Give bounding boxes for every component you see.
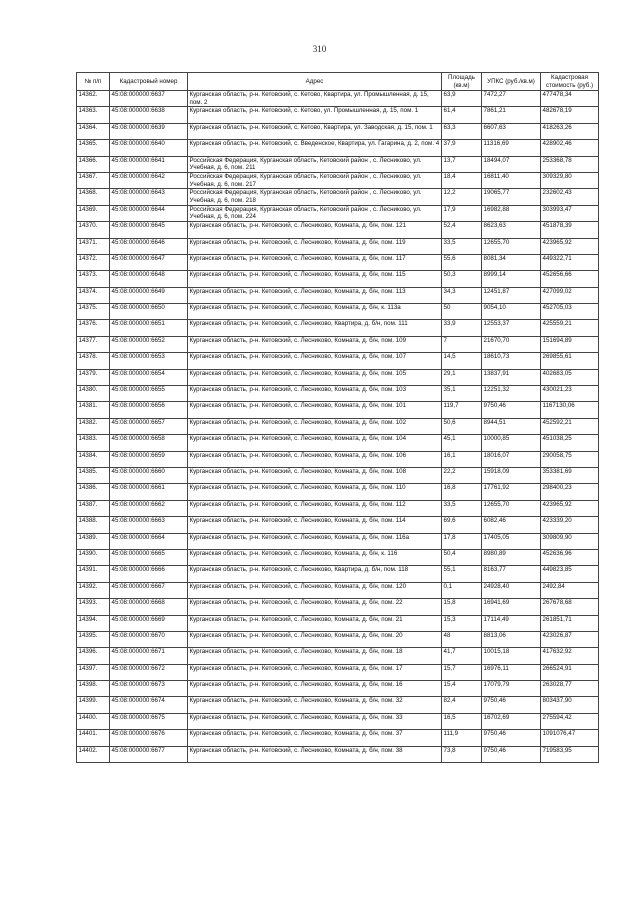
cell-area: 0,1 <box>442 582 482 598</box>
cell-area: 33,5 <box>442 238 482 254</box>
cell-num: 14395. <box>77 631 110 647</box>
cell-num: 14362. <box>77 91 110 107</box>
cell-address: Курганская область, р-н. Кетовский, с. Лесниково, Комната, д. б/н, пом. 112 <box>188 500 442 516</box>
cell-address: Курганская область, р-н. Кетовский, с. Лесниково, Комната, д. б/н, пом. 119 <box>188 238 442 254</box>
cell-address: Курганская область, р-н. Кетовский, с. Кетово, Квартира, ул. Промышленная, д. 15, пом. 2 <box>188 91 442 107</box>
cell-num: 14368. <box>77 189 110 205</box>
cell-area: 18,4 <box>442 172 482 188</box>
cell-address: Курганская область, р-н. Кетовский, с. Лесниково, Комната, д. б/н, пом. 114 <box>188 517 442 533</box>
table-row <box>77 697 599 713</box>
cell-address: Курганская область, р-н. Кетовский, с. Лесниково, Комната, д. б/н, пом. 32 <box>188 697 442 713</box>
cell-upks: 18016,07 <box>482 451 541 467</box>
table-row <box>77 599 599 615</box>
cell-area: 50,4 <box>442 549 482 565</box>
cell-cadastral-cost: 803437,90 <box>541 697 599 713</box>
cell-cadastral-cost: 423339,20 <box>541 517 599 533</box>
cell-cadastral-number: 45:08:000000:6646 <box>110 238 188 254</box>
cell-address: Курганская область, р-н. Кетовский, с. Лесниково, Комната, д. б/н, пом. 117 <box>188 254 442 270</box>
cell-cadastral-cost: 267678,68 <box>541 599 599 615</box>
cell-upks: 9750,46 <box>482 730 541 746</box>
cell-upks: 6082,46 <box>482 517 541 533</box>
cell-cadastral-cost: 290058,75 <box>541 451 599 467</box>
cell-cadastral-number: 45:08:000000:6642 <box>110 172 188 188</box>
cell-cadastral-cost: 261851,71 <box>541 615 599 631</box>
cell-upks: 12655,70 <box>482 500 541 516</box>
cell-num: 14400. <box>77 713 110 729</box>
cell-cadastral-number: 45:08:000000:6661 <box>110 484 188 500</box>
table-row <box>77 746 599 762</box>
cell-num: 14381. <box>77 402 110 418</box>
cell-address: Курганская область, р-н. Кетовский, с. Лесниково, Комната, д. б/н, пом. 103 <box>188 386 442 402</box>
cell-num: 14391. <box>77 566 110 582</box>
table-row <box>77 549 599 565</box>
cell-address: Курганская область, р-н. Кетовский, с. Лесниково, Квартира, д. б/н, пом. 111 <box>188 320 442 336</box>
cell-area: 12,2 <box>442 189 482 205</box>
cell-cadastral-number: 45:08:000000:6647 <box>110 254 188 270</box>
cell-num: 14378. <box>77 353 110 369</box>
cell-cadastral-cost: 423026,87 <box>541 631 599 647</box>
cell-area: 17,9 <box>442 205 482 221</box>
cell-upks: 17114,49 <box>482 615 541 631</box>
cell-cadastral-cost: 253368,78 <box>541 156 599 172</box>
cell-address: Курганская область, р-н. Кетовский, с. Лесниково, Комната, д. б/н, к. 116 <box>188 549 442 565</box>
cell-upks: 18610,73 <box>482 353 541 369</box>
table-row <box>77 386 599 402</box>
cell-cadastral-number: 45:08:000000:6665 <box>110 549 188 565</box>
cell-num: 14396. <box>77 648 110 664</box>
cell-cadastral-number: 45:08:000000:6676 <box>110 730 188 746</box>
cell-area: 63,9 <box>442 91 482 107</box>
cell-upks: 10015,18 <box>482 648 541 664</box>
cell-num: 14365. <box>77 140 110 156</box>
cell-cadastral-cost: 452636,96 <box>541 549 599 565</box>
cell-area: 15,4 <box>442 681 482 697</box>
table-row <box>77 451 599 467</box>
cell-address: Курганская область, р-н. Кетовский, с. Лесниково, Комната, д. б/н, пом. 101 <box>188 402 442 418</box>
cell-address: Курганская область, р-н. Кетовский, с. Лесниково, Комната, д. б/н, пом. 110 <box>188 484 442 500</box>
cell-upks: 17761,92 <box>482 484 541 500</box>
header-area: Площадь (кв.м) <box>442 73 482 91</box>
table-row <box>77 304 599 320</box>
cell-address: Курганская область, р-н. Кетовский, с. Лесниково, Комната, д. б/н, пом. 21 <box>188 615 442 631</box>
cell-upks: 8623,63 <box>482 222 541 238</box>
table-row <box>77 484 599 500</box>
cell-cadastral-number: 45:08:000000:6638 <box>110 107 188 123</box>
cell-num: 14380. <box>77 386 110 402</box>
cell-area: 48 <box>442 631 482 647</box>
cell-num: 14388. <box>77 517 110 533</box>
cell-cadastral-cost: 430021,23 <box>541 386 599 402</box>
cell-num: 14376. <box>77 320 110 336</box>
cell-cadastral-number: 45:08:000000:6657 <box>110 418 188 434</box>
cell-address: Курганская область, р-н. Кетовский, с. Лесниково, Комната, д. б/н, пом. 17 <box>188 664 442 680</box>
cell-address: Российская Федерация, Курганская область, Кетовский район , с. Лесниково, ул. Учебная, д. 6, пом. 218 <box>188 189 442 205</box>
cell-cadastral-cost: 449322,71 <box>541 254 599 270</box>
cell-num: 14385. <box>77 467 110 483</box>
cell-area: 29,1 <box>442 369 482 385</box>
table-row <box>77 615 599 631</box>
cell-num: 14401. <box>77 730 110 746</box>
table-row <box>77 320 599 336</box>
header-num: № п/п <box>77 73 110 91</box>
cell-area: 41,7 <box>442 648 482 664</box>
cell-cadastral-cost: 2492,84 <box>541 582 599 598</box>
cell-area: 7 <box>442 336 482 352</box>
cell-address: Курганская область, р-н. Кетовский, с. Лесниково, Комната, д. б/н, пом. 105 <box>188 369 442 385</box>
table-row <box>77 189 599 205</box>
cell-address: Курганская область, р-н. Кетовский, с. Лесниково, Комната, д. б/н, пом. 116а <box>188 533 442 549</box>
cell-cadastral-number: 45:08:000000:6654 <box>110 369 188 385</box>
page-number: 310 <box>312 44 327 54</box>
table-row <box>77 369 599 385</box>
table-header-row <box>77 73 599 91</box>
cell-cadastral-number: 45:08:000000:6666 <box>110 566 188 582</box>
cell-num: 14382. <box>77 418 110 434</box>
cell-cadastral-cost: 452592,21 <box>541 418 599 434</box>
table-row <box>77 582 599 598</box>
cell-upks: 7861,21 <box>482 107 541 123</box>
cell-num: 14399. <box>77 697 110 713</box>
cell-upks: 8944,51 <box>482 418 541 434</box>
cell-cadastral-cost: 263028,77 <box>541 681 599 697</box>
table-row <box>77 566 599 582</box>
cell-upks: 8163,77 <box>482 566 541 582</box>
table-row <box>77 713 599 729</box>
cell-num: 14366. <box>77 156 110 172</box>
cell-cadastral-number: 45:08:000000:6674 <box>110 697 188 713</box>
cell-num: 14369. <box>77 205 110 221</box>
cell-address: Курганская область, р-н. Кетовский, с. Лесниково, Квартира, д. б/н, пом. 118 <box>188 566 442 582</box>
cell-upks: 24928,40 <box>482 582 541 598</box>
cell-cadastral-cost: 418263,26 <box>541 123 599 139</box>
cell-cadastral-cost: 423965,92 <box>541 500 599 516</box>
cell-area: 73,8 <box>442 746 482 762</box>
cell-upks: 6607,63 <box>482 123 541 139</box>
table-row <box>77 238 599 254</box>
cell-area: 55,1 <box>442 566 482 582</box>
cell-cadastral-cost: 477478,34 <box>541 91 599 107</box>
cell-num: 14384. <box>77 451 110 467</box>
cell-upks: 12553,37 <box>482 320 541 336</box>
cell-area: 16,8 <box>442 484 482 500</box>
cell-cadastral-cost: 427099,02 <box>541 287 599 303</box>
cadastral-value-table <box>76 72 599 763</box>
table-row <box>77 91 599 107</box>
cell-address: Курганская область, р-н. Кетовский, с. Лесниково, Комната, д. б/н, пом. 33 <box>188 713 442 729</box>
cell-num: 14390. <box>77 549 110 565</box>
cell-area: 35,1 <box>442 386 482 402</box>
cell-num: 14398. <box>77 681 110 697</box>
table-row <box>77 287 599 303</box>
cell-area: 15,8 <box>442 599 482 615</box>
header-upks: УПКС (руб./кв.м) <box>482 73 541 91</box>
cell-upks: 16941,69 <box>482 599 541 615</box>
cell-cadastral-number: 45:08:000000:6651 <box>110 320 188 336</box>
cell-cadastral-number: 45:08:000000:6653 <box>110 353 188 369</box>
cell-upks: 7472,27 <box>482 91 541 107</box>
cell-cadastral-cost: 266524,91 <box>541 664 599 680</box>
cell-upks: 9750,46 <box>482 746 541 762</box>
cell-cadastral-cost: 451878,39 <box>541 222 599 238</box>
cell-num: 14377. <box>77 336 110 352</box>
table-row <box>77 730 599 746</box>
cell-cadastral-cost: 402683,05 <box>541 369 599 385</box>
cell-area: 15,3 <box>442 615 482 631</box>
cell-upks: 19065,77 <box>482 189 541 205</box>
cell-area: 55,6 <box>442 254 482 270</box>
cell-cadastral-cost: 232602,43 <box>541 189 599 205</box>
cell-cadastral-cost: 449823,85 <box>541 566 599 582</box>
cell-num: 14370. <box>77 222 110 238</box>
cell-address: Курганская область, р-н. Кетовский, с. Лесниково, Комната, д. б/н, к. 113а <box>188 304 442 320</box>
cell-num: 14379. <box>77 369 110 385</box>
table-row <box>77 500 599 516</box>
cell-num: 14364. <box>77 123 110 139</box>
cell-address: Курганская область, р-н. Кетовский, с. Лесниково, Комната, д. б/н, пом. 121 <box>188 222 442 238</box>
table-row <box>77 631 599 647</box>
cell-cadastral-number: 45:08:000000:6662 <box>110 500 188 516</box>
table-row <box>77 517 599 533</box>
cell-area: 52,4 <box>442 222 482 238</box>
table-row <box>77 648 599 664</box>
cell-cadastral-cost: 298400,23 <box>541 484 599 500</box>
cell-area: 34,3 <box>442 287 482 303</box>
cell-area: 50,3 <box>442 271 482 287</box>
cell-area: 45,1 <box>442 435 482 451</box>
cell-upks: 16702,69 <box>482 713 541 729</box>
cell-address: Курганская область, р-н. Кетовский, с. Кетово, Квартира, ул. Заводская, д. 15, пом. 1 <box>188 123 442 139</box>
cell-cadastral-cost: 452705,03 <box>541 304 599 320</box>
header-cadastral-cost: Кадастровая стоимость (руб.) <box>541 73 599 91</box>
cell-cadastral-number: 45:08:000000:6677 <box>110 746 188 762</box>
cell-cadastral-number: 45:08:000000:6664 <box>110 533 188 549</box>
cell-num: 14363. <box>77 107 110 123</box>
cell-upks: 12451,87 <box>482 287 541 303</box>
header-cadastral-number: Кадастровый номер <box>110 73 188 91</box>
cell-area: 33,5 <box>442 500 482 516</box>
cell-cadastral-cost: 275594,42 <box>541 713 599 729</box>
cell-cadastral-number: 45:08:000000:6673 <box>110 681 188 697</box>
cell-area: 50,6 <box>442 418 482 434</box>
cell-cadastral-number: 45:08:000000:6663 <box>110 517 188 533</box>
cell-upks: 9054,10 <box>482 304 541 320</box>
cell-cadastral-number: 45:08:000000:6641 <box>110 156 188 172</box>
cell-area: 14,5 <box>442 353 482 369</box>
cell-num: 14387. <box>77 500 110 516</box>
table-row <box>77 271 599 287</box>
cell-address: Курганская область, р-н. Кетовский, с. Лесниково, Комната, д. б/н, пом. 115 <box>188 271 442 287</box>
cell-address: Курганская область, р-н. Кетовский, с. Лесниково, Комната, д. б/н, пом. 104 <box>188 435 442 451</box>
cell-cadastral-number: 45:08:000000:6637 <box>110 91 188 107</box>
cell-address: Курганская область, р-н. Кетовский, с. Лесниково, Комната, д. б/н, пом. 22 <box>188 599 442 615</box>
cell-num: 14371. <box>77 238 110 254</box>
cell-cadastral-cost: 309809,90 <box>541 533 599 549</box>
cell-cadastral-number: 45:08:000000:6667 <box>110 582 188 598</box>
cell-cadastral-cost: 303993,47 <box>541 205 599 221</box>
cell-address: Курганская область, р-н. Кетовский, с. Лесниково, Комната, д. б/н, пом. 107 <box>188 353 442 369</box>
cell-upks: 13837,91 <box>482 369 541 385</box>
cell-area: 50 <box>442 304 482 320</box>
cell-address: Курганская область, р-н. Кетовский, с. Лесниково, Комната, д. б/н, пом. 108 <box>188 467 442 483</box>
cell-address: Российская Федерация, Курганская область, Кетовский район , с. Лесниково, ул. Учебная, д. 6, пом. 211 <box>188 156 442 172</box>
table-row <box>77 664 599 680</box>
cell-upks: 18494,07 <box>482 156 541 172</box>
cell-area: 33,9 <box>442 320 482 336</box>
cell-cadastral-number: 45:08:000000:6643 <box>110 189 188 205</box>
cell-num: 14389. <box>77 533 110 549</box>
cell-cadastral-number: 45:08:000000:6671 <box>110 648 188 664</box>
cell-upks: 8980,89 <box>482 549 541 565</box>
table-row <box>77 467 599 483</box>
cell-area: 17,8 <box>442 533 482 549</box>
table-row <box>77 418 599 434</box>
table-row <box>77 205 599 221</box>
cell-num: 14374. <box>77 287 110 303</box>
cell-cadastral-cost: 425559,21 <box>541 320 599 336</box>
cell-upks: 12251,32 <box>482 386 541 402</box>
cell-cadastral-number: 45:08:000000:6659 <box>110 451 188 467</box>
cell-address: Курганская область, р-н. Кетовский, с. Лесниково, Комната, д. б/н, пом. 18 <box>188 648 442 664</box>
table-row <box>77 533 599 549</box>
cell-upks: 9750,46 <box>482 697 541 713</box>
table-row <box>77 222 599 238</box>
cell-area: 15,7 <box>442 664 482 680</box>
cell-num: 14373. <box>77 271 110 287</box>
header-address: Адрес <box>188 73 442 91</box>
cell-num: 14383. <box>77 435 110 451</box>
cell-area: 82,4 <box>442 697 482 713</box>
cell-address: Курганская область, р-н. Кетовский, с. Кетово, ул. Промышленная, д. 15, пом. 1 <box>188 107 442 123</box>
cell-area: 61,4 <box>442 107 482 123</box>
cell-num: 14392. <box>77 582 110 598</box>
cell-num: 14386. <box>77 484 110 500</box>
cell-upks: 8999,14 <box>482 271 541 287</box>
cell-address: Курганская область, р-н. Кетовский, с. Лесниково, Комната, д. б/н, пом. 106 <box>188 451 442 467</box>
table-body <box>77 91 599 763</box>
cell-address: Курганская область, р-н. Кетовский, с. Лесниково, Комната, д. б/н, пом. 16 <box>188 681 442 697</box>
cell-upks: 12655,70 <box>482 238 541 254</box>
cell-address: Курганская область, р-н. Кетовский, с. Введенское, Квартира, ул. Гагарина, д. 2, пом. 4 <box>188 140 442 156</box>
cell-address: Курганская область, р-н. Кетовский, с. Лесниково, Комната, д. б/н, пом. 113 <box>188 287 442 303</box>
cell-address: Курганская область, р-н. Кетовский, с. Лесниково, Комната, д. б/н, пом. 120 <box>188 582 442 598</box>
cell-upks: 8081,34 <box>482 254 541 270</box>
cell-cadastral-number: 45:08:000000:6650 <box>110 304 188 320</box>
cell-cadastral-cost: 482678,19 <box>541 107 599 123</box>
cell-cadastral-number: 45:08:000000:6675 <box>110 713 188 729</box>
cell-address: Курганская область, р-н. Кетовский, с. Лесниково, Комната, д. б/н, пом. 102 <box>188 418 442 434</box>
cell-cadastral-number: 45:08:000000:6656 <box>110 402 188 418</box>
cell-address: Курганская область, р-н. Кетовский, с. Лесниково, Комната, д. б/н, пом. 109 <box>188 336 442 352</box>
cell-cadastral-cost: 417632,92 <box>541 648 599 664</box>
cell-upks: 17405,05 <box>482 533 541 549</box>
cell-area: 119,7 <box>442 402 482 418</box>
cell-area: 22,2 <box>442 467 482 483</box>
cell-num: 14394. <box>77 615 110 631</box>
cell-address: Курганская область, р-н. Кетовский, с. Лесниково, Комната, д. б/н, пом. 20 <box>188 631 442 647</box>
cell-cadastral-cost: 1167130,06 <box>541 402 599 418</box>
cell-cadastral-number: 45:08:000000:6668 <box>110 599 188 615</box>
cell-num: 14375. <box>77 304 110 320</box>
cell-upks: 10000,85 <box>482 435 541 451</box>
cell-upks: 8813,06 <box>482 631 541 647</box>
cell-area: 63,3 <box>442 123 482 139</box>
cell-cadastral-cost: 423965,92 <box>541 238 599 254</box>
cell-upks: 11316,69 <box>482 140 541 156</box>
cell-cadastral-number: 45:08:000000:6640 <box>110 140 188 156</box>
cell-cadastral-cost: 309329,80 <box>541 172 599 188</box>
cell-num: 14402. <box>77 746 110 762</box>
cell-cadastral-cost: 719583,95 <box>541 746 599 762</box>
cell-address: Российская Федерация, Курганская область, Кетовский район , с. Лесниково, ул. Учебная, д. 6, пом. 217 <box>188 172 442 188</box>
table-row <box>77 435 599 451</box>
cell-area: 16,5 <box>442 713 482 729</box>
cell-upks: 15918,09 <box>482 467 541 483</box>
cell-cadastral-number: 45:08:000000:6670 <box>110 631 188 647</box>
cell-cadastral-number: 45:08:000000:6672 <box>110 664 188 680</box>
cell-address: Курганская область, р-н. Кетовский, с. Лесниково, Комната, д. б/н, пом. 38 <box>188 746 442 762</box>
cell-upks: 16811,40 <box>482 172 541 188</box>
cell-area: 16,1 <box>442 451 482 467</box>
table-row <box>77 123 599 139</box>
table-row <box>77 254 599 270</box>
table-row <box>77 681 599 697</box>
cell-upks: 17079,79 <box>482 681 541 697</box>
cell-cadastral-number: 45:08:000000:6655 <box>110 386 188 402</box>
cell-area: 111,9 <box>442 730 482 746</box>
table-row <box>77 172 599 188</box>
cell-num: 14372. <box>77 254 110 270</box>
cell-cadastral-cost: 452656,66 <box>541 271 599 287</box>
cell-cadastral-number: 45:08:000000:6660 <box>110 467 188 483</box>
cell-address: Курганская область, р-н. Кетовский, с. Лесниково, Комната, д. б/н, пом. 37 <box>188 730 442 746</box>
cell-num: 14367. <box>77 172 110 188</box>
cell-area: 13,7 <box>442 156 482 172</box>
cell-cadastral-number: 45:08:000000:6645 <box>110 222 188 238</box>
cell-cadastral-number: 45:08:000000:6652 <box>110 336 188 352</box>
table-row <box>77 140 599 156</box>
cell-cadastral-number: 45:08:000000:6648 <box>110 271 188 287</box>
cell-num: 14393. <box>77 599 110 615</box>
cell-cadastral-number: 45:08:000000:6669 <box>110 615 188 631</box>
table-row <box>77 336 599 352</box>
cell-upks: 21670,70 <box>482 336 541 352</box>
cell-cadastral-cost: 428902,46 <box>541 140 599 156</box>
cell-address: Российская Федерация, Курганская область, Кетовский район , с. Лесниково, ул. Учебная, д. 6, пом. 224 <box>188 205 442 221</box>
cell-cadastral-number: 45:08:000000:6639 <box>110 123 188 139</box>
cell-num: 14397. <box>77 664 110 680</box>
cell-upks: 16982,88 <box>482 205 541 221</box>
table-row <box>77 353 599 369</box>
cell-cadastral-number: 45:08:000000:6649 <box>110 287 188 303</box>
table-row <box>77 156 599 172</box>
cell-cadastral-number: 45:08:000000:6644 <box>110 205 188 221</box>
cell-upks: 9750,46 <box>482 402 541 418</box>
cell-cadastral-cost: 269855,61 <box>541 353 599 369</box>
cell-cadastral-cost: 151694,89 <box>541 336 599 352</box>
table-row <box>77 402 599 418</box>
cell-upks: 16976,11 <box>482 664 541 680</box>
table-row <box>77 107 599 123</box>
cell-cadastral-cost: 353381,69 <box>541 467 599 483</box>
cell-cadastral-cost: 1091076,47 <box>541 730 599 746</box>
cell-cadastral-number: 45:08:000000:6658 <box>110 435 188 451</box>
cell-cadastral-cost: 451038,25 <box>541 435 599 451</box>
cell-area: 69,6 <box>442 517 482 533</box>
cell-area: 37,9 <box>442 140 482 156</box>
